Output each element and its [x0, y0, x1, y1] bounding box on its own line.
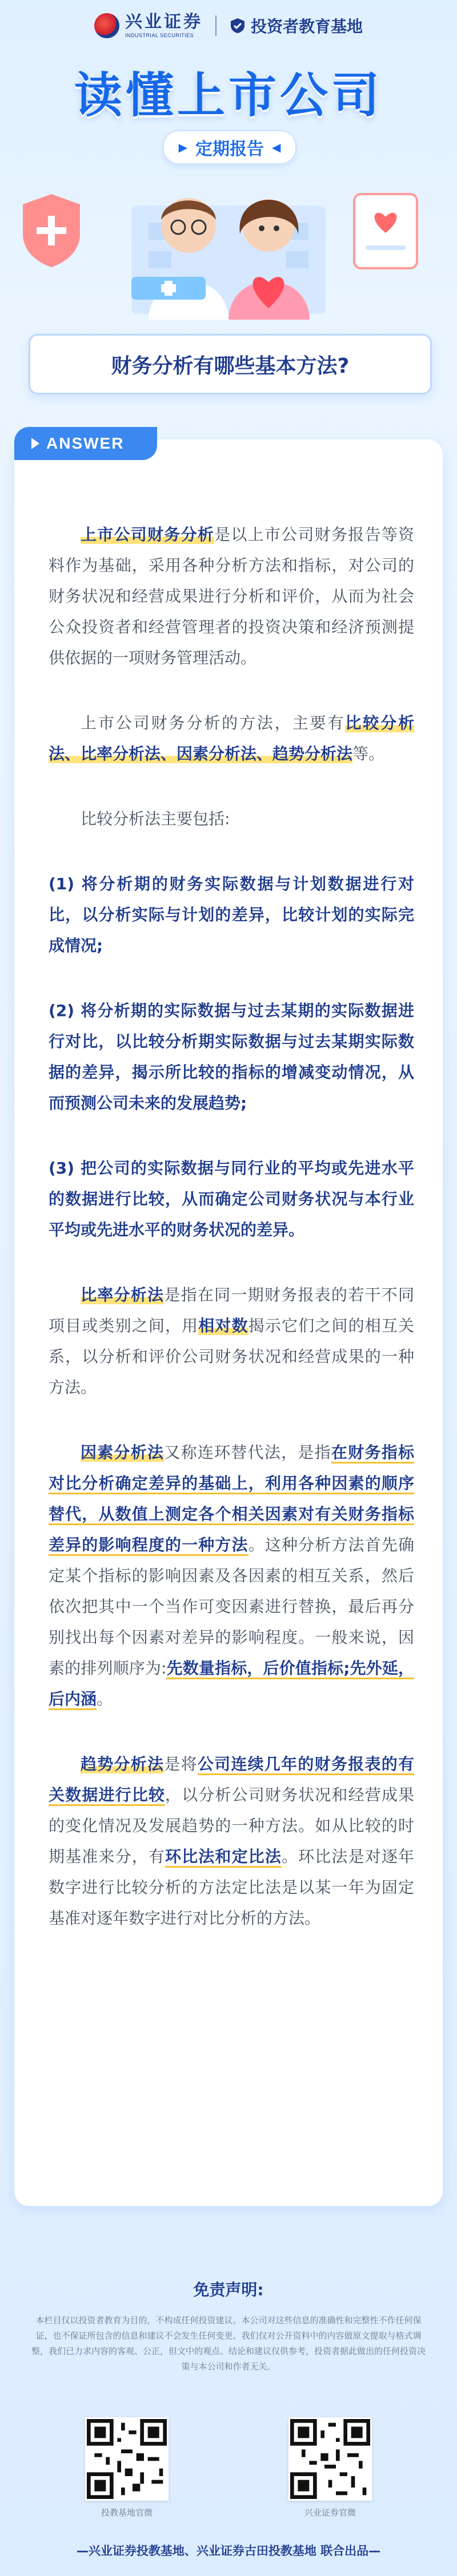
trend-definition: 公司连续几年的财务报表的有关数据进行比较: [49, 1755, 414, 1806]
term-financial-analysis: 上市公司财务分析: [81, 525, 215, 544]
answer-content: [49, 519, 414, 1968]
brand-name: 兴业证券: [125, 11, 203, 32]
paragraph-text: 。: [97, 1690, 113, 1708]
disclaimer-title: 免责声明:: [193, 2280, 264, 2299]
paragraph-text: ，以分析公司财务状况和经营成果的变化情况及发展趋势的一种方法。如从比较的时期基准来分，有: [49, 1785, 414, 1866]
paragraph-text: 。这种分析方法首先确定某个指标的影响因素及各因素的相互关系，然后依次把其中一个当作可变因素进行替换，最后再分别找出每个因素对差异的影响程度。一般来说，因素的排列顺序为:: [49, 1535, 414, 1678]
paragraph-text: 是指在同一期财务报表的若干不同项目或类别之间，用: [49, 1285, 414, 1335]
question-text: 财务分析有哪些基本方法?: [111, 354, 350, 378]
base-name: 投资者教育基地: [250, 17, 363, 36]
factor-definition: 在财务指标对比分析确定差异的基础上，利用各种因素的顺序替代，从数值上测定各个相关因素对有关财务指标差异的影响程度的一种方法: [49, 1443, 414, 1556]
disclaimer-body: 本栏目仅以投资者教育为目的，不构成任何投资建议。本公司对这些信息的准确性和完整性不作任何保证，也不保证所包含的信息和建议不会发生任何变更。我们仅对公开资料中的内容做原文提取与格式调整，我们已力求内容的客观、公正，但文中的观点、结论和建议仅供参考，投资者据此做出的任何投资决策与本公司和作者无关。: [31, 2315, 426, 2372]
brand-divider: [215, 15, 217, 36]
qr-block: [288, 2417, 372, 2518]
arrow-right-icon: ▶: [178, 141, 187, 154]
term-methods-list: 比较分析法、比率分析法、因素分析法、趋势分析法: [49, 713, 414, 763]
paragraph-trend: [49, 1749, 414, 1934]
shield-cross-icon: [23, 194, 80, 267]
subtitle-text: 定期报告: [195, 139, 264, 159]
paragraph-text: 。环比法是对逐年数字进行比较分析的方法定比法是以某一年为固定基准对逐年数字进行对比分析的方法。: [49, 1847, 414, 1928]
hero-illustration: [0, 171, 457, 331]
answer-tag: [14, 427, 157, 460]
qr-code-row: [0, 2417, 457, 2518]
arrow-left-icon: ◀: [272, 141, 281, 154]
qr-code-icon[interactable]: [288, 2417, 372, 2501]
shield-check-icon: [229, 17, 246, 34]
paragraph-intro: [49, 519, 414, 674]
answer-card: [14, 434, 443, 2206]
paragraph-methods: [49, 708, 414, 769]
comparison-item-1: (1) 将分析期的财务实际数据与计划数据进行对比，以分析实际与计划的差异，比较计划的实际完成情况;: [49, 874, 414, 955]
term-factor-analysis: 因素分析法: [81, 1443, 165, 1462]
qr-code-icon[interactable]: [85, 2417, 169, 2501]
subtitle-pill: [163, 130, 296, 164]
answer-label: ANSWER: [46, 434, 125, 452]
page-title: 读懂上市公司: [74, 67, 383, 123]
qr-caption: 投教基地官微: [101, 2508, 153, 2518]
term-relative-number: 相对数: [198, 1316, 248, 1335]
paragraph-text: 等。: [352, 744, 385, 763]
term-trend-analysis: 趋势分析法: [81, 1755, 165, 1773]
term-ratio-analysis: 比率分析法: [81, 1285, 165, 1304]
question-box: [29, 334, 432, 394]
play-icon: [31, 438, 39, 449]
comparison-item-2: (2) 将分析期的实际数据与过去某期的实际数据进行对比，以比较分析期实际数据与过去某期实际数据的差异，揭示所比较的指标的增减变动情况，从而预测公司未来的发展趋势;: [49, 1001, 414, 1112]
footer-credit: —兴业证券投教基地、兴业证券古田投教基地 联合出品—: [76, 2544, 381, 2558]
paragraph-text: 是将: [164, 1755, 198, 1773]
paragraph-factor: [49, 1437, 414, 1715]
qr-caption: 兴业证券官微: [304, 2508, 356, 2518]
paragraph-comparison-intro: 比较分析法主要包括:: [81, 809, 230, 828]
qr-block: [85, 2417, 169, 2518]
brand: [94, 13, 203, 38]
paragraph-text: 是以上市公司财务报告等资料作为基础，采用各种分析方法和指标，对公司的财务状况和经营成果进行分析和评价，从而为社会公众投资者和经营管理者的投资决策和经济预测提供依据的一项财务管理活动。: [49, 525, 414, 667]
brand-sub: INDUSTRIAL SECURITIES: [125, 32, 194, 38]
trend-methods: 环比法和定比法: [165, 1847, 282, 1868]
factor-order: 先数量指标，后价值指标;先外延，后内涵: [49, 1659, 414, 1710]
paragraph-text: 又称连环替代法，是指: [164, 1443, 331, 1462]
disclaimer: [31, 2277, 426, 2375]
brand-logo-icon: [94, 13, 119, 38]
paragraph-text: 揭示它们之间的相互关系，以分析和评价公司财务状况和经营成果的一种方法。: [49, 1316, 414, 1397]
top-brand-bar: [0, 0, 457, 51]
education-base: [229, 14, 363, 37]
medical-clipboard-icon: [354, 194, 417, 268]
paragraph-text: 上市公司财务分析的方法，主要有: [81, 713, 346, 732]
comparison-item-3: (3) 把公司的实际数据与同行业的平均或先进水平的数据进行比较，从而确定公司财务状况与本行业平均或先进水平的财务状况的差异。: [49, 1159, 414, 1239]
paragraph-ratio: [49, 1280, 414, 1403]
